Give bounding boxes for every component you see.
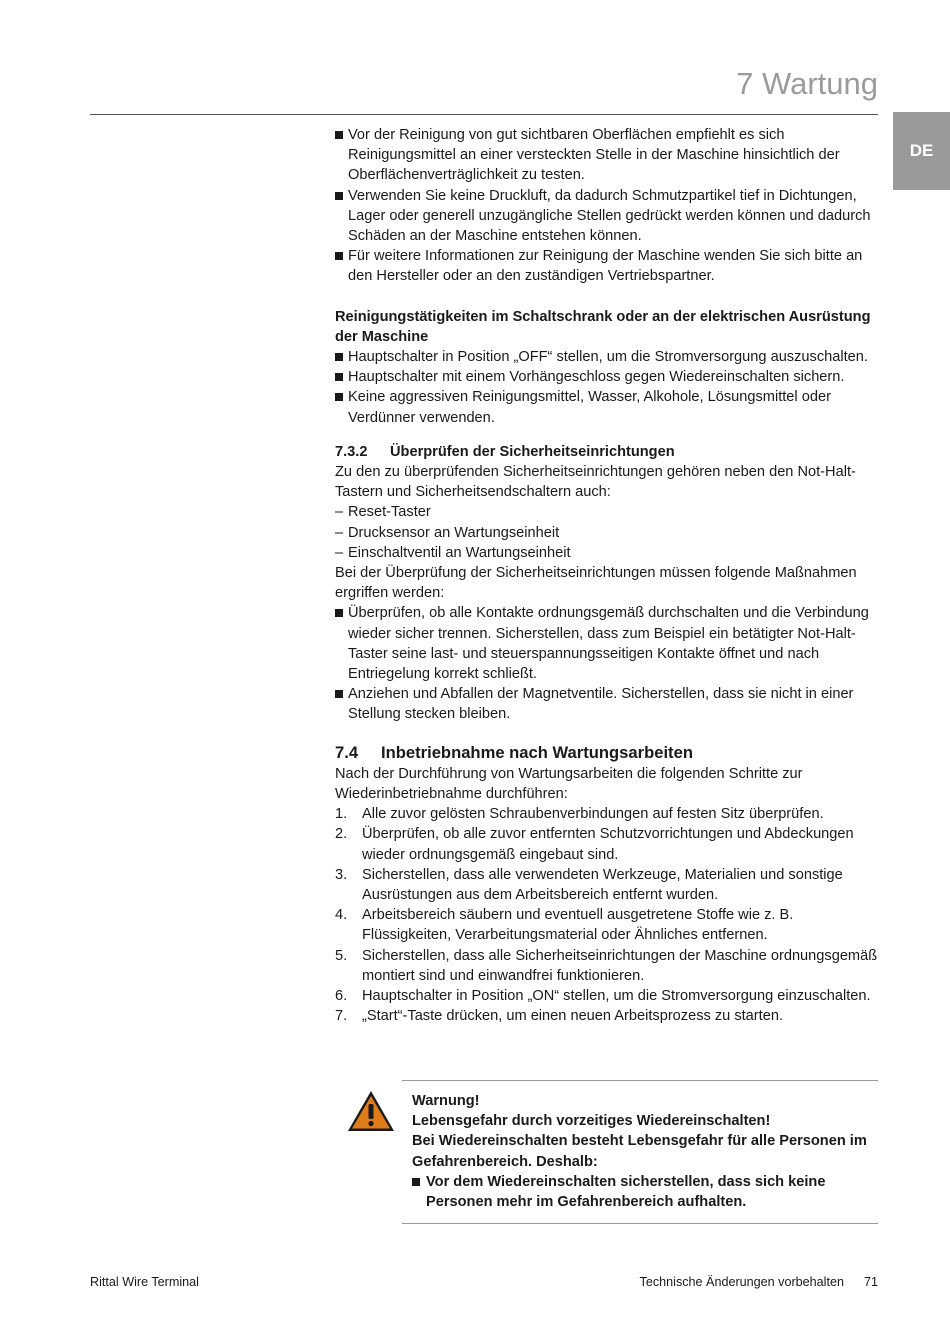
warning-line: Lebensgefahr durch vorzeitiges Wiedereinschalten!	[412, 1113, 771, 1130]
paragraph: Zu den zu überprüfenden Sicherheitseinrichtungen gehören neben den Not-Halt-Tastern und Sicherheitsendschaltern auch:	[335, 464, 856, 501]
paragraph: Bei der Überprüfung der Sicherheitseinrichtungen müssen folgende Maßnahmen ergriffen werden:	[335, 565, 857, 602]
list-item	[335, 986, 880, 1006]
warning-triangle-icon	[346, 1089, 396, 1133]
page-number: 71	[863, 1275, 878, 1289]
list-item: Für weitere Informationen zur Reinigung der Maschine wenden Sie sich bitte an den Hersteller oder an den zuständigen Vertriebspartner.	[335, 246, 880, 286]
list-item	[335, 804, 880, 824]
list-item: Anziehen und Abfallen der Magnetventile. Sicherstellen, dass sie nicht in einer Stellung stecken bleiben.	[335, 684, 880, 724]
list-item: Verwenden Sie keine Druckluft, da dadurch Schmutzpartikel tief in Dichtungen, Lager oder generell unzugängliche Stellen gedrückt werden können und dadurch Schäden an der Maschine entstehen können.	[335, 186, 880, 247]
warning-bullet-list	[412, 1172, 872, 1212]
measures-bullet-list	[335, 603, 880, 724]
steps-list	[335, 804, 880, 1026]
section-title: Inbetriebnahme nach Wartungsarbeiten	[381, 742, 693, 762]
step-number: 4.	[335, 907, 348, 924]
step-number: 3.	[335, 866, 348, 883]
list-item: – Einschaltventil an Wartungseinheit	[335, 543, 880, 563]
step-number: 6.	[335, 987, 348, 1004]
warning-text	[412, 1091, 872, 1212]
list-item: – Drucksensor an Wartungseinheit	[335, 523, 880, 543]
electrical-cleaning-heading: Reinigungstätigkeiten im Schaltschrank oder an der elektrischen Ausrüstung der Maschine	[335, 308, 871, 345]
section-heading-7-4	[335, 742, 880, 764]
step-text: Arbeitsbereich säubern und eventuell ausgetretene Stoffe wie z. B. Flüssigkeiten, Verarbeitungsmaterial oder Ähnliches entfernen.	[362, 907, 794, 944]
list-item	[335, 1006, 880, 1026]
list-item: Vor dem Wiedereinschalten sicherstellen, dass sich keine Personen mehr im Gefahrenbereich aufhalten.	[412, 1172, 872, 1212]
main-content	[335, 125, 880, 1026]
section-title: Überprüfen der Sicherheitseinrichtungen	[390, 443, 675, 460]
warning-line: Bei Wiedereinschalten besteht Lebensgefahr für alle Personen im Gefahrenbereich. Deshalb:	[412, 1133, 867, 1170]
list-item: – Reset-Taster	[335, 502, 880, 522]
section-number: 7.3.2	[335, 443, 368, 460]
header-rule	[90, 114, 878, 115]
step-text: Hauptschalter in Position „ON“ stellen, um die Stromversorgung einzuschalten.	[362, 987, 871, 1004]
list-item: Keine aggressiven Reinigungsmittel, Wasser, Alkohole, Lösungsmittel oder Verdünner verwenden.	[335, 387, 880, 427]
list-item: Hauptschalter in Position „OFF“ stellen, um die Stromversorgung auszuschalten.	[335, 347, 880, 367]
safety-device-list	[335, 502, 880, 563]
list-item: Überprüfen, ob alle Kontakte ordnungsgemäß durchschalten und die Verbindung wieder sicher trennen. Sicherstellen, dass zum Beispiel ein betätigter Not-Halt-Taster seine last- und steuerspannungsseitigen Kontakte öffnet und nach Entriegelung korrekt schließt.	[335, 603, 880, 684]
step-number: 1.	[335, 806, 348, 823]
paragraph: Nach der Durchführung von Wartungsarbeiten die folgenden Schritte zur Wiederinbetriebnahme durchführen:	[335, 765, 803, 802]
list-item	[335, 905, 880, 945]
step-number: 2.	[335, 826, 348, 843]
list-item	[335, 946, 880, 986]
cleaning-bullet-list	[335, 125, 880, 287]
footer-disclaimer: Technische Änderungen vorbehalten	[639, 1275, 844, 1289]
electrical-bullet-list	[335, 347, 880, 428]
footer-product-name: Rittal Wire Terminal	[90, 1275, 199, 1289]
step-text: Alle zuvor gelösten Schraubenverbindungen auf festen Sitz überprüfen.	[362, 806, 824, 823]
list-item	[335, 824, 880, 864]
step-text: Sicherstellen, dass alle Sicherheitseinrichtungen der Maschine ordnungsgemäß montiert sind und einwandfrei funktionieren.	[362, 947, 878, 984]
step-number: 5.	[335, 947, 348, 964]
section-number: 7.4	[335, 742, 359, 762]
list-item	[335, 865, 880, 905]
list-item: Hauptschalter mit einem Vorhängeschloss gegen Wiedereinschalten sichern.	[335, 367, 880, 387]
step-text: Überprüfen, ob alle zuvor entfernten Schutzvorrichtungen und Abdeckungen wieder ordnungsgemäß eingebaut sind.	[362, 826, 854, 863]
warning-box	[402, 1080, 878, 1224]
language-tab: DE	[893, 112, 950, 190]
warning-title: Warnung!	[412, 1093, 480, 1109]
step-text: „Start“-Taste drücken, um einen neuen Arbeitsprozess zu starten.	[362, 1008, 783, 1025]
list-item: Vor der Reinigung von gut sichtbaren Oberflächen empfiehlt es sich Reinigungsmittel an einer versteckten Stelle in der Maschine hinsichtlich der Oberflächenverträglichkeit zu testen.	[335, 125, 880, 186]
section-heading-7-3-2	[335, 442, 880, 462]
step-text: Sicherstellen, dass alle verwendeten Werkzeuge, Materialien und sonstige Ausrüstungen aus dem Arbeitsbereich entfernt wurden.	[362, 866, 843, 903]
step-number: 7.	[335, 1008, 348, 1025]
chapter-title: 7 Wartung	[736, 66, 878, 101]
